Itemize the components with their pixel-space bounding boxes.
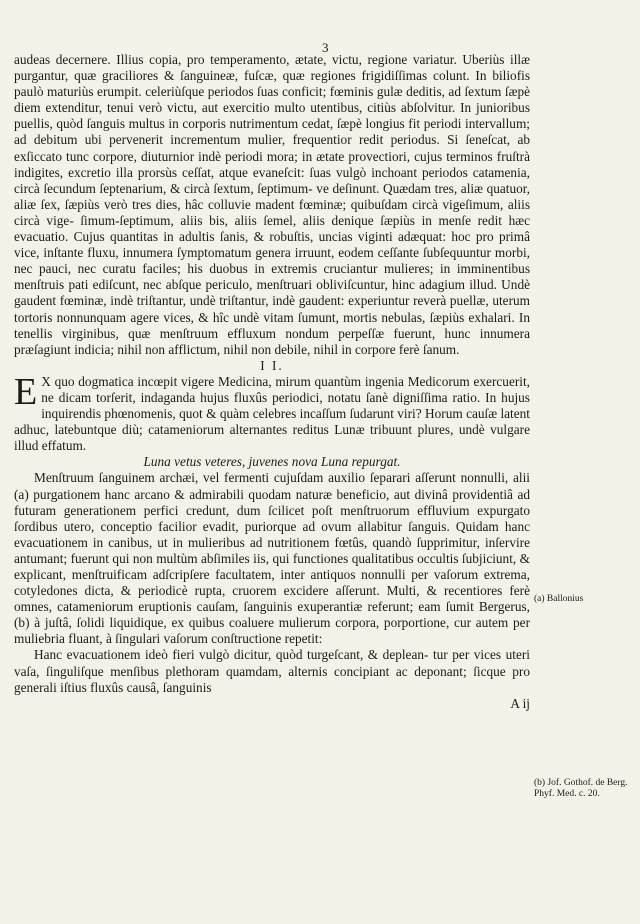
- margin-note-a: (a) Ballonius: [534, 594, 584, 604]
- page-number: 3: [322, 40, 329, 55]
- paragraph-1: audeas decernere. Illius copia, pro temperamento, ætate, victu, regione variatur. Uberiùs illæ purgantur, quæ graciliores & ſanguineæ, fuſcæ, quæ regiones frigidiſſimas colunt. In biliofis paulò maturiùs erumpit. celeriùſque periodos ſuas conficit; fœminis gulæ deditis, ad ſextum ſæpè diem extenditur, tenui verò victu, aut exercitio multo utentibus, citiùs abſolvitur. In junioribus puellis, quòd ſanguis multus in corporis nutrimentum cedat, ſæpè longius fit periodi intervallum; ad debitum ubi pervenerit incrementum mulier, frequentior redit periodus. Si ſeneſcat, ab exſiccato tunc corpore, diuturnior indè periodi mora; in ætate provectiori, cujus terminos fruſtrà indigites, excretio illa prorsùs ceſſat, atque evaneſcit: ſuas vulgò inchoant periodos catamenia, circà ſecundum ſeptenarium, & circà ſextum, ſeptimum- ve deſinunt. Quædam tres, aliæ quatuor, aliæ ſex, ſæpiùs verò tres dies, hâc colluvie madent fœminæ; quibuſdam circà vigeſimum, aliis circà vige- ſimum-ſeptimum, aliis bis, aliis ſemel, aliis denique ſæpiùs in menſe redit hæc evacuatio. Cujus quantitas in adultis ſanis, & robuſtis, uncias viginti adæquat: hoc pro primâ vice, inſtante fluxu, innumera ſymptomatum genera irruunt, eodem ceſſante ſubſequuntur morbi, nec pauci, nec curatu faciles; his duobus in extremis cruciantur mulieres; in imminentibus menſtruis pati ediſcunt, nec abſque periculo, menſtruari obliviſcuntur, hinc adagium illud. Undè gaudent fœminæ, indè triſtantur, undè triſtantur, indè gaudent: experiuntur reverà puellæ, uterum tortoris nonnunquam agere vices, & hîc undè vitam ſumunt, mortis nebulas, ſæpiùs exhalari. In tenellis virginibus, quæ menſtruum effluxum nondum perpeſſæ fuerunt, hunc innumera præſagiunt indicia; nihil non afflictum, nihil non debile, nihil in corpore ferè ſanum.: [14, 52, 530, 357]
- margin-note-b: (b) Jof. Gothof. de Berg. Phyf. Med. c. 20.: [534, 778, 628, 799]
- paragraph-4: Hanc evacuationem ideò fieri vulgò dicitur, quòd turgeſcant, & deplean- tur per vices uteri vaſa, ſinguliſque menſibus plethoram quamdam, alternis concipiant ac deponant; ſicque pro generali iſtius fluxûs causâ, ſanguinis: [14, 647, 530, 695]
- main-text-block: [14, 52, 530, 712]
- paragraph-3: Menſtruum ſanguinem archæi, vel fermenti cujuſdam auxilio ſeparari aſſerunt nonnulli, alii (a) purgationem hanc arcano & admirabili quodam naturæ beneficio, aut divinâ providentiâ ad futuram generationem perfici credunt, dum ſcilicet poſt menſtruorum effluvium expurgato ſordibus utero, conceptio facilior evadit, puriorque ad ovum allabitur ſanguis. Quidam hanc evacuationem in canibus, ut in mulieribus ad nutritionem fœtûs, quandò ſupprimitur, inſervire antumant; fuerunt qui non multùm abſimiles iis, qui functiones qualitatibus occultis ſubjiciunt, & explicant, menſtruificam adſcripſere facultatem, inter antiquos nonnulli per vaſorum extrema, cotyledones dicta, & periodicè rupta, cruorem excidere aſſerunt. Multi, & recentiores ferè omnes, catameniorum eruptionis cauſam, ſanguinis exuperantiæ referunt; eam ſumit Bergerus, (b) à juſtâ, ſolidi liquidique, ex quibus coaluere mulierum corpora, porportione, cur autem per muliebria fluant, à ſingulari vaſorum conſtructione repetit:: [14, 470, 530, 647]
- signature-mark: A ij: [510, 695, 530, 711]
- paragraph-2-text: X quo dogmatica incœpit vigere Medicina, mirum quantùm ingenia Medicorum exercuerit, ne dicam torſerit, indaganda hujus fluxûs periodici, notatu ſanè digniſſima ratio. In hujus inquirendis phœnomenis, quot & quàm celebres incaſſum ſudarunt viri? Horum cauſæ latent adhuc, latebuntque diù; catameniorum alternantes reditus Lunæ tribuunt plures, undè vulgare illud effatum.: [14, 373, 530, 454]
- paragraph-2: [14, 370, 530, 454]
- drop-cap: E: [14, 370, 38, 413]
- section-number: I I.: [260, 357, 284, 373]
- motto-line: Luna vetus veteres, juvenes nova Luna repurgat.: [143, 454, 401, 470]
